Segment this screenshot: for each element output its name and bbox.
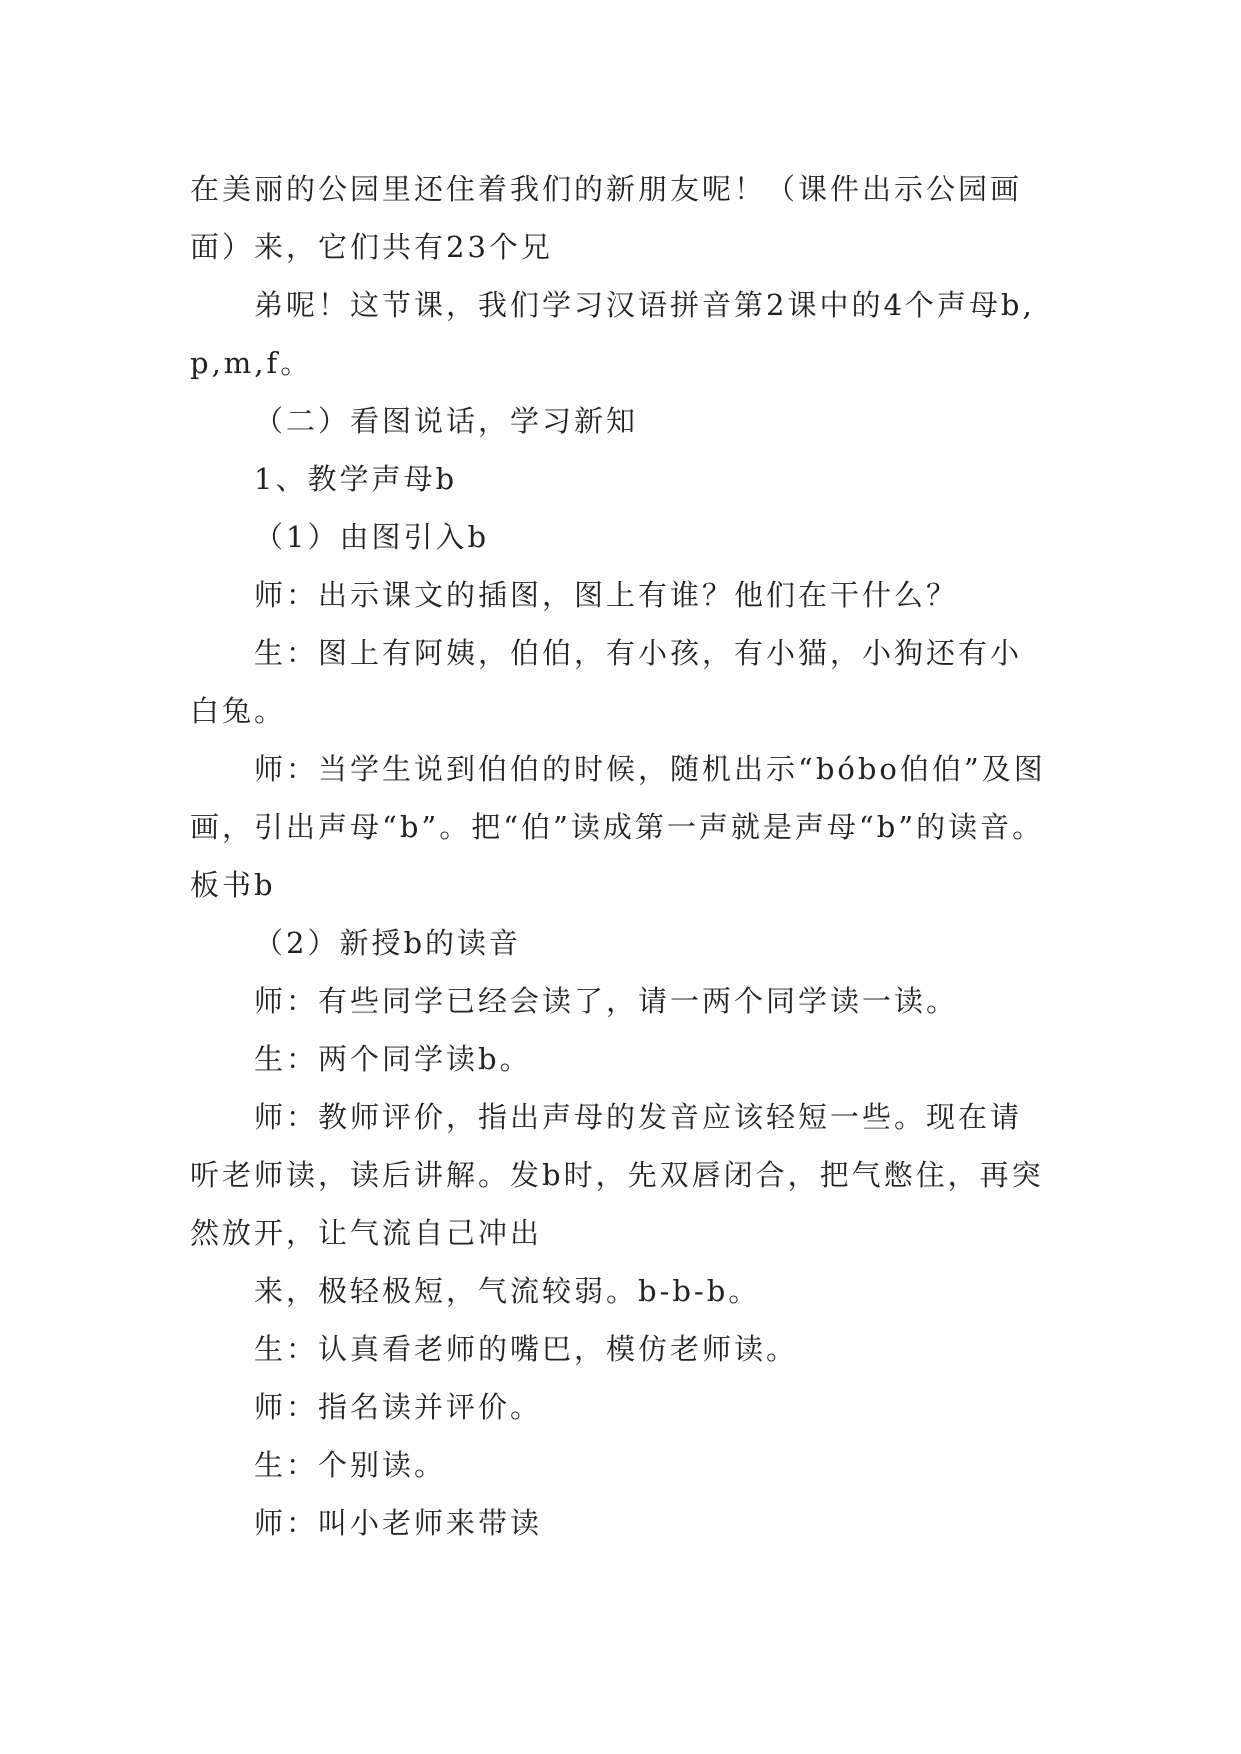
paragraph: 在美丽的公园里还住着我们的新朋友呢！（课件出示公园画面）来，它们共有23个兄 bbox=[190, 172, 1023, 264]
section-heading: （二）看图说话，学习新知 bbox=[254, 404, 639, 438]
step-heading: （1）由图引入b bbox=[254, 520, 490, 554]
dialogue-line: 师：有些同学已经会读了，请一两个同学读一读。 bbox=[254, 984, 959, 1018]
subsection-heading: 1、教学声母b bbox=[254, 462, 458, 496]
document-body bbox=[190, 160, 1050, 1552]
dialogue-line: 师：当学生说到伯伯的时候，随机出示“bóbo伯伯”及图画，引出声母“b”。把“伯”读成第一声就是声母“b”的读音。板书b bbox=[190, 752, 1046, 902]
dialogue-line: 师：教师评价，指出声母的发音应该轻短一些。现在请听老师读，读后讲解。发b时，先双唇闭合，把气憋住，再突然放开，让气流自己冲出 bbox=[190, 1100, 1044, 1250]
dialogue-line: 生：图上有阿姨，伯伯，有小孩，有小猫，小狗还有小白兔。 bbox=[190, 636, 1023, 728]
dialogue-line: 师：指名读并评价。 bbox=[254, 1390, 543, 1424]
dialogue-line: 来，极轻极短，气流较弱。b-b-b。 bbox=[254, 1274, 761, 1308]
step-heading: （2）新授b的读音 bbox=[254, 926, 522, 960]
dialogue-line: 师：出示课文的插图，图上有谁？他们在干什么？ bbox=[254, 578, 959, 612]
dialogue-line: 生：认真看老师的嘴巴，模仿老师读。 bbox=[254, 1332, 799, 1366]
paragraph: 弟呢！这节课，我们学习汉语拼音第2课中的4个声母b,p,m,f。 bbox=[190, 288, 1035, 380]
dialogue-line: 生：两个同学读b。 bbox=[254, 1042, 532, 1076]
dialogue-line: 师：叫小老师来带读 bbox=[254, 1506, 543, 1540]
dialogue-line: 生：个别读。 bbox=[254, 1448, 447, 1482]
